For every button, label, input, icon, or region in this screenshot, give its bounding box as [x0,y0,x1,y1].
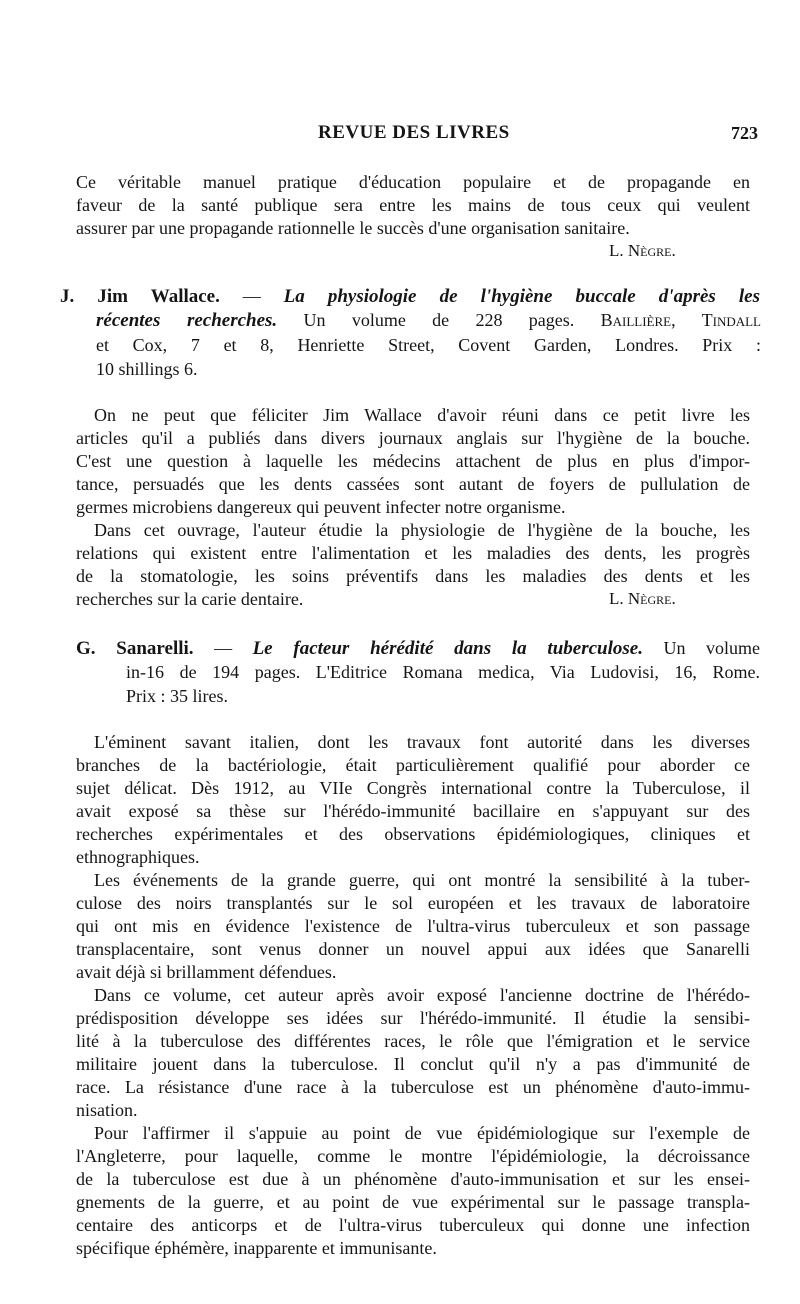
publication-info: 10 shillings 6. [96,359,198,379]
text-line: ethnographiques. [76,847,200,867]
text-line: sujet délicat. Dès 1912, au VIIe Congrès international contre la Tuberculose, il [76,778,750,798]
publication-info: Prix : 35 lires. [126,686,228,706]
book-title: La physiologie de l'hygiène buccale d'après les [283,286,761,307]
text-line: de la tuberculose est due à un phénomène d'auto-immunisation et sur les ensei- [76,1169,750,1189]
text-line: relations qui existent entre l'alimentation et les maladies des dents, les progrès [76,543,750,563]
review-signature: L. Nègre. [609,589,676,608]
text-line: L'éminent savant italien, dont les travaux font autorité dans les diverses [94,732,750,752]
text-line: C'est une question à laquelle les médecins attachent de plus en plus d'impor- [76,451,750,471]
text-line: recherches expérimentales et des observations épidémiologiques, cliniques et [76,824,750,844]
publication-info: Un volume [642,638,760,658]
text-line: centaire des anticorps et de l'ultra-virus tuberculeux qui donne une infection [76,1215,750,1235]
text-line: tance, persuadés que les dents cassées sont autant de foyers de pullulation de [76,474,750,494]
text-line: avait exposé sa thèse sur l'hérédo-immunité bacillaire en s'appuyant sur des [76,801,750,821]
text-line: avait déjà si brillamment défendues. [76,962,337,982]
heading-line [76,636,760,661]
page-number: 723 [731,123,758,143]
text-line: de la stomatologie, les soins préventifs dans les maladies des dents et les [76,566,750,586]
text-line: Les événements de la grande guerre, qui ont montré la sensibilité à la tuber- [94,870,750,890]
text-line: transplacentaire, sont venus donner un nouvel appui aux idées que Sanarelli [76,939,750,959]
text-line: gnements de la guerre, et au point de vue expérimental sur le passage transpla- [76,1192,750,1212]
text-line: race. La résistance d'une race à la tuberculose est un phénomène d'auto-immu- [76,1077,750,1097]
book-title: récentes recherches. [96,310,278,331]
text-line: qui ont mis en évidence l'existence de l'ultra-virus tuberculeux et son passage [76,916,750,936]
text-line: culose des noirs transplantés sur le sol européen et les travaux de laboratoire [76,893,750,913]
text-line: Pour l'affirmer il s'appuie au point de vue épidémiologique sur l'exemple de [94,1123,750,1143]
book-author: J. Jim Wallace. [60,286,220,307]
heading-line [96,308,761,333]
text-line: germes microbiens dangereux qui peuvent infecter notre organisme. [76,497,566,517]
text-line: faveur de la santé publique sera entre les mains de tous ceux qui veulent [76,195,750,215]
text-line: l'Angleterre, pour laquelle, comme le montre l'épidémiologie, la décroissance [76,1146,750,1166]
publication-info: Un volume de 228 pages. [277,310,601,330]
publisher: Baillière, Tindall [600,310,761,330]
heading-line [60,284,760,309]
book-author: G. Sanarelli. [76,638,194,659]
running-head [0,122,800,148]
running-title: REVUE DES LIVRES [318,122,510,143]
dash: — [219,286,284,306]
text-line: militaire jouent dans la tuberculose. Il conclut qu'il n'y a pas d'immunité de [76,1054,750,1074]
book-title: Le facteur hérédité dans la tuberculose. [252,638,643,659]
text-line: spécifique éphémère, inapparente et immunisante. [76,1238,437,1258]
text-line: Dans ce volume, cet auteur après avoir exposé l'ancienne doctrine de l'hérédo- [94,985,750,1005]
text-line: articles qu'il a publiés dans divers journaux anglais sur l'hygiène de la bouche. [76,428,750,448]
text-line: Ce véritable manuel pratique d'éducation populaire et de propagande en [76,172,750,192]
text-line: On ne peut que féliciter Jim Wallace d'avoir réuni dans ce petit livre les [94,405,750,425]
text-line: recherches sur la carie dentaire. [76,589,304,609]
publication-info: et Cox, 7 et 8, Henriette Street, Covent Garden, Londres. Prix : [96,335,761,355]
text-line: branches de la bactériologie, était particulièrement qualifié pour aborder ce [76,755,750,775]
text-line: assurer par une propagande rationnelle le succès d'une organisation sanitaire. [76,218,630,238]
text-line: nisation. [76,1100,138,1120]
review-signature: L. Nègre. [609,241,676,260]
text-line: lité à la tuberculose des différentes races, le rôle que l'émigration et le service [76,1031,750,1051]
text-line: Dans cet ouvrage, l'auteur étudie la physiologie de l'hygiène de la bouche, les [94,520,750,540]
dash: — [193,638,253,658]
publication-info: in-16 de 194 pages. L'Editrice Romana medica, Via Ludovisi, 16, Rome. [126,662,760,682]
text-line: prédisposition développe ses idées sur l'hérédo-immunité. Il étudie la sensibi- [76,1008,750,1028]
